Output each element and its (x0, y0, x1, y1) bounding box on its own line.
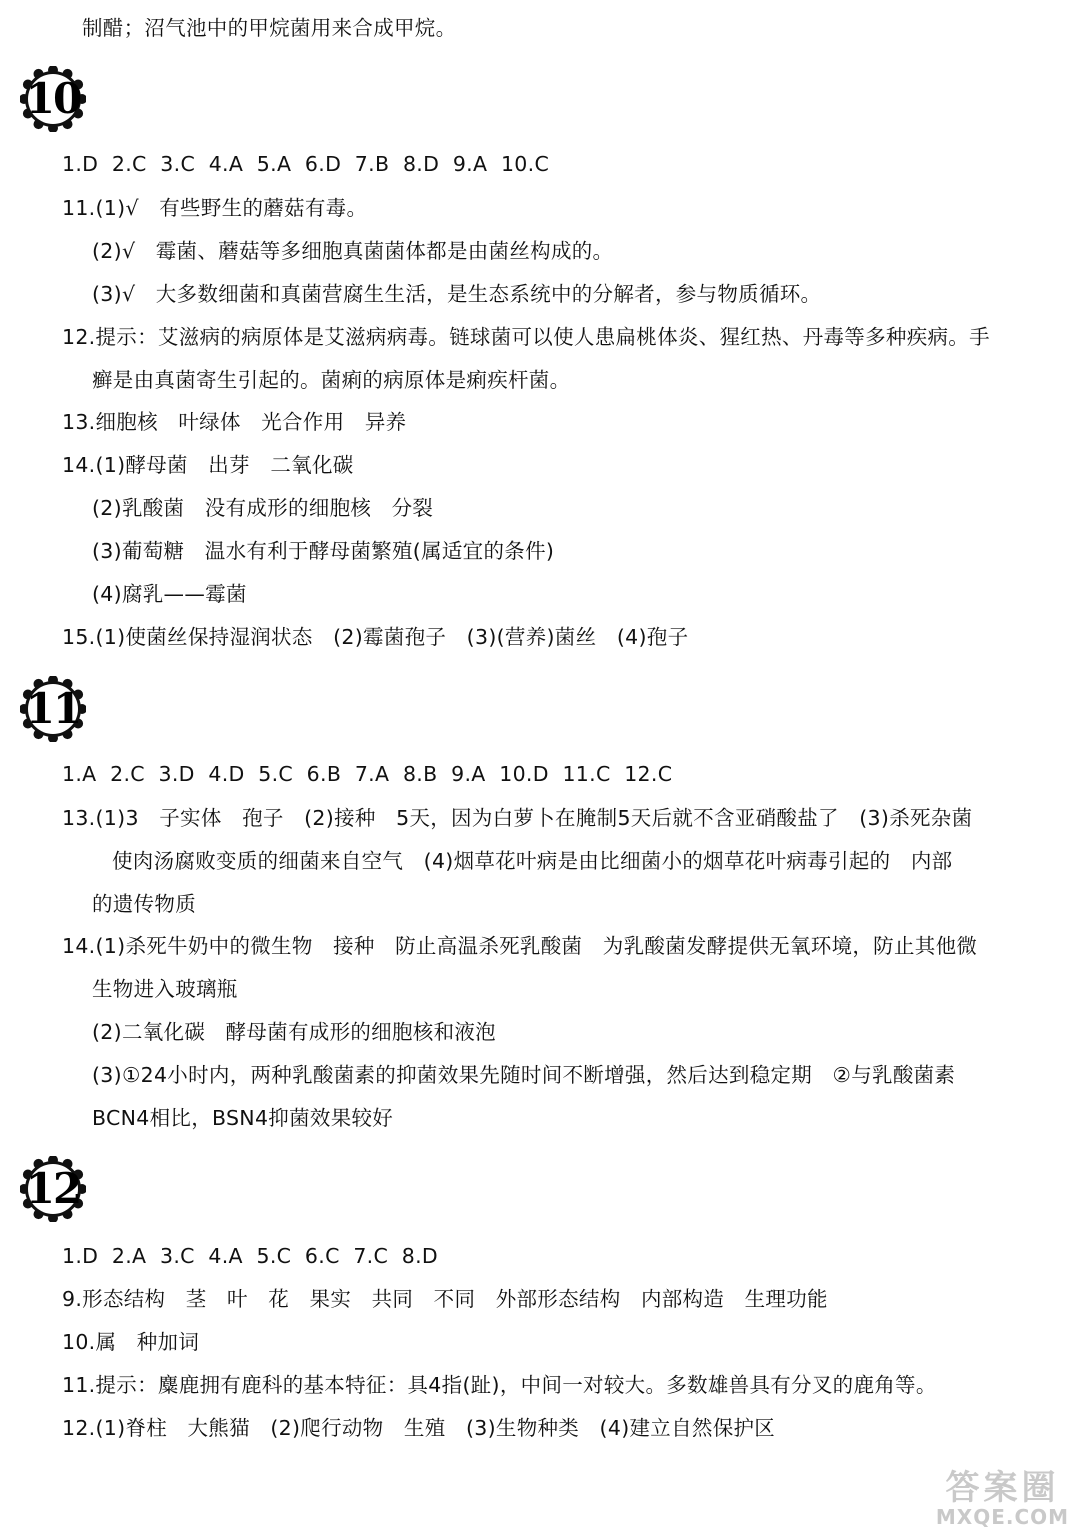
s12-line-4: 12.(1)脊柱 大熊猫 (2)爬行动物 生殖 (3)生物种类 (4)建立自然保护区 (62, 1416, 776, 1440)
s11-line-2: 使肉汤腐败变质的细菌来自空气 (4)烟草花叶病是由比细菌小的烟草花叶病毒引起的 内部 (112, 849, 953, 873)
section-12-number: 12 (25, 1164, 81, 1213)
s11-line-6: (2)二氧化碳 酵母菌有成形的细胞核和液泡 (92, 1020, 496, 1044)
s11-line-7: (3)①24小时内，两种乳酸菌素的抑菌效果先随时间不断增强，然后达到稳定期 ②与乳酸菌素 (92, 1063, 956, 1087)
s11-line-3: 的遗传物质 (92, 892, 196, 916)
intro-line: 制醋；沼气池中的甲烷菌用来合成甲烷。 (82, 16, 457, 40)
s11-line-8: BCN4相比，BSN4抑菌效果较好 (92, 1106, 394, 1130)
watermark (920, 1470, 1085, 1530)
section-10-number: 10 (25, 74, 81, 123)
watermark-url: MXQE.COM (935, 1505, 1070, 1529)
s11-line-5: 生物进入玻璃瓶 (92, 977, 238, 1001)
s10-line-9: (3)葡萄糖 温水有利于酵母菌繁殖(属适宜的条件) (92, 539, 555, 563)
section-10-badge (20, 66, 86, 132)
s10-line-5: 癣是由真菌寄生引起的。菌痢的病原体是痢疾杆菌。 (92, 368, 571, 392)
s10-line-3: (3)√ 大多数细菌和真菌营腐生生活，是生态系统中的分解者，参与物质循环。 (92, 282, 822, 306)
s10-line-10: (4)腐乳——霉菌 (92, 582, 247, 606)
s11-line-1: 13.(1)3 子实体 孢子 (2)接种 5天，因为白萝卜在腌制5天后就不含亚硝酸盐了 (3)杀死杂菌 (62, 806, 973, 830)
s10-line-7: 14.(1)酵母菌 出芽 二氧化碳 (62, 453, 354, 477)
s10-line-11: 15.(1)使菌丝保持湿润状态 (2)霉菌孢子 (3)(营养)菌丝 (4)孢子 (62, 625, 689, 649)
s12-line-1: 9.形态结构 茎 叶 花 果实 共同 不同 外部形态结构 内部构造 生理功能 (62, 1287, 828, 1311)
s11-line-4: 14.(1)杀死牛奶中的微生物 接种 防止高温杀死乳酸菌 为乳酸菌发酵提供无氧环境，防止其他微 (62, 934, 978, 958)
s12-line-0: 1.D 2.A 3.C 4.A 5.C 6.C 7.C 8.D (62, 1244, 438, 1268)
s10-line-0: 1.D 2.C 3.C 4.A 5.A 6.D 7.B 8.D 9.A 10.C (62, 152, 550, 176)
watermark-title: 答案圈 (945, 1468, 1060, 1508)
s10-line-4: 12.提示：艾滋病的病原体是艾滋病病毒。链球菌可以使人患扁桃体炎、猩红热、丹毒等多种疾病。手 (62, 325, 990, 349)
section-11-number: 11 (25, 684, 81, 733)
section-11-badge (20, 676, 86, 742)
s12-line-3: 11.提示：麋鹿拥有鹿科的基本特征：具4指(趾)，中间一对较大。多数雄兽具有分叉的鹿角等。 (62, 1373, 937, 1397)
s10-line-2: (2)√ 霉菌、蘑菇等多细胞真菌菌体都是由菌丝构成的。 (92, 239, 614, 263)
s10-line-6: 13.细胞核 叶绿体 光合作用 异养 (62, 410, 407, 434)
s11-line-0: 1.A 2.C 3.D 4.D 5.C 6.B 7.A 8.B 9.A 10.D 11.C 12.C (62, 762, 673, 786)
s10-line-8: (2)乳酸菌 没有成形的细胞核 分裂 (92, 496, 434, 520)
s12-line-2: 10.属 种加词 (62, 1330, 200, 1354)
section-12-badge (20, 1156, 86, 1222)
s10-line-1: 11.(1)√ 有些野生的蘑菇有毒。 (62, 196, 368, 220)
